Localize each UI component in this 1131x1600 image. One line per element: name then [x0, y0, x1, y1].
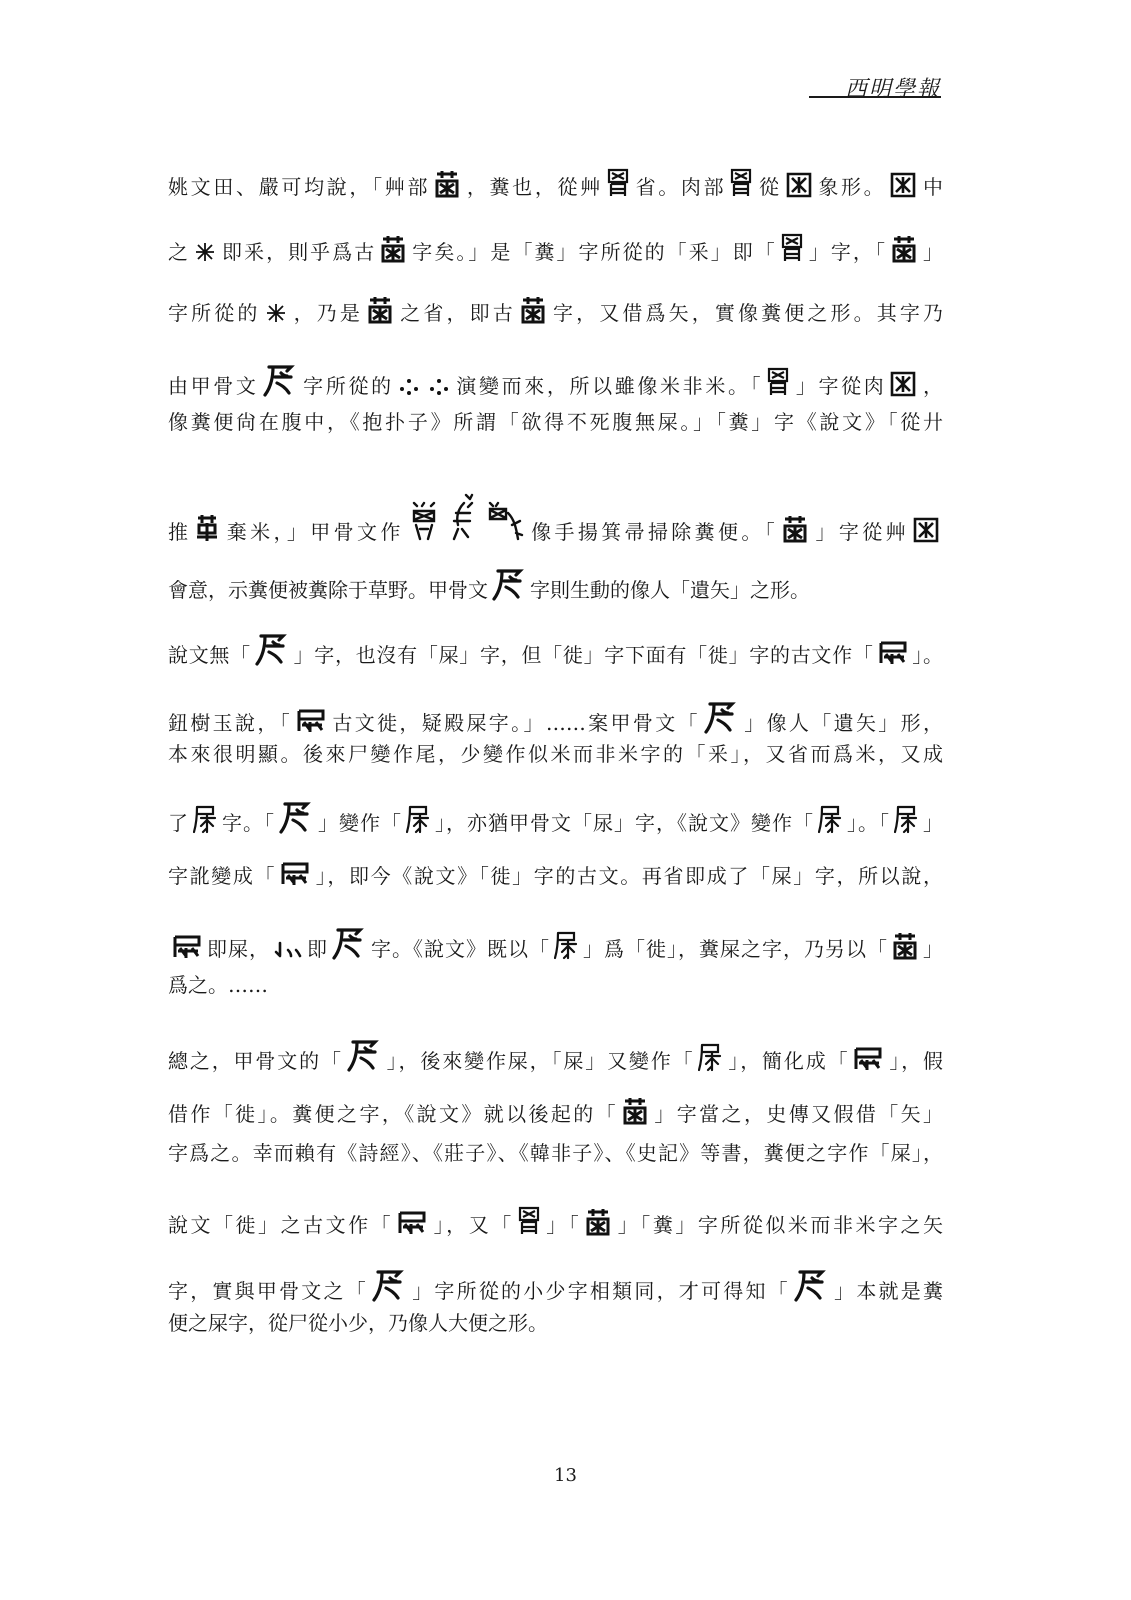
- shi-oracle-icon: [263, 363, 297, 397]
- xi-seal-icon: [853, 1046, 883, 1072]
- wei-variant-icon: [193, 804, 217, 834]
- text-run: 之省，即古: [397, 301, 516, 325]
- text-run: 」字，「: [806, 240, 887, 264]
- text-line: [168, 1141, 943, 1165]
- text-run: 古文徙，疑殿屎字。」……案甲骨文「: [330, 711, 700, 735]
- text-run: 從: [756, 175, 782, 199]
- text-run: 」: [922, 937, 943, 961]
- text-run: 即屎，: [206, 937, 270, 961]
- text-run: 」變作「: [317, 811, 402, 835]
- text-run: 會意，示糞便被糞除于草野。甲骨文: [168, 578, 488, 602]
- text-run: 」字從艸: [812, 520, 910, 544]
- text-run: 」「: [543, 1213, 582, 1237]
- shi-oracle-icon: [332, 926, 366, 960]
- box-seal-icon: [913, 517, 939, 543]
- xi-seal-icon: [172, 934, 202, 960]
- text-run: 」，假: [887, 1049, 943, 1073]
- text-run: 字則生動的像人「遺矢」之形。: [530, 578, 810, 602]
- wei-variant-icon: [698, 1042, 722, 1072]
- text-run: 」字從肉: [793, 374, 887, 398]
- box-seal-icon: [890, 371, 916, 397]
- shi-oracle-icon: [704, 700, 738, 734]
- text-run: 」。: [911, 643, 943, 667]
- shi-oracle-icon: [255, 632, 289, 666]
- xi-seal-icon: [296, 708, 326, 734]
- wei-seal-icon: [781, 233, 803, 263]
- text-line: [168, 861, 943, 888]
- fen-oracle-3-icon: [486, 499, 524, 543]
- text-line: [168, 926, 943, 961]
- fen-seal-icon: [891, 235, 917, 263]
- text-run: 說文無「: [168, 643, 251, 667]
- text-run: 字所從的: [300, 374, 394, 398]
- wei-seal-icon: [767, 367, 789, 397]
- text-line: [168, 1268, 943, 1303]
- text-run: 字訛變成「: [168, 864, 277, 888]
- text-line: [168, 296, 943, 325]
- wei-variant-icon: [406, 804, 430, 834]
- text-line: [168, 700, 943, 735]
- text-line: [168, 1206, 943, 1237]
- text-run: 」字，也沒有「屎」字，但「徙」字下面有「徙」字的古文作「: [292, 643, 874, 667]
- dots-icon: [428, 377, 450, 397]
- text-run: 字矣。」是「糞」字所從的「釆」即「: [410, 240, 777, 264]
- text-run: 借作「徙」。糞便之字，《說文》就以後起的「: [168, 1102, 619, 1126]
- fen-oracle-2-icon: [448, 493, 478, 543]
- text-run: 鈕樹玉說，「: [168, 711, 293, 735]
- text-run: 即釆，則乎爲古: [220, 240, 377, 264]
- page-number: 13: [554, 1465, 577, 1486]
- text-line: [168, 1097, 943, 1126]
- text-line: [168, 493, 943, 544]
- text-run: 姚文田、嚴可均說，「艸部: [168, 175, 431, 199]
- shi-oracle-icon: [492, 567, 526, 601]
- header-rule: [809, 96, 941, 98]
- text-run: 像手揚箕帚掃除糞便。「: [527, 520, 779, 544]
- text-run: 本來很明顯。後來尸變作尾，少變作似米而非米字的「釆」，又省而爲米，又成: [168, 742, 943, 766]
- text-run: 由甲骨文: [168, 374, 259, 398]
- text-run: 總之，甲骨文的「: [168, 1049, 343, 1073]
- text-line: [168, 742, 943, 766]
- text-run: 棄米，」甲骨文作: [223, 520, 404, 544]
- text-run: 」本就是糞: [831, 1279, 943, 1303]
- text-line: [168, 1038, 943, 1073]
- fen-seal-icon: [367, 296, 393, 324]
- fen-seal-icon: [782, 515, 808, 543]
- xi-seal-icon: [878, 640, 908, 666]
- text-run: 爲之。……: [168, 973, 268, 997]
- text-run: 」，後來變作屎，「屎」又變作「: [384, 1049, 695, 1073]
- text-run: 演變而來，所以雖像米非米。「: [453, 374, 764, 398]
- text-run: 即: [306, 937, 328, 961]
- mi-seal-icon: [265, 302, 287, 324]
- text-run: 」，亦猶甲骨文「尿」字，《說文》變作「: [434, 811, 814, 835]
- fen-seal-icon: [892, 932, 918, 960]
- text-run: ，乃是: [290, 301, 364, 325]
- text-run: 中: [920, 175, 943, 199]
- text-run: 」: [922, 811, 943, 835]
- text-run: 推: [168, 520, 192, 544]
- text-run: 字。《說文》既以「: [370, 937, 550, 961]
- wei-variant-icon: [818, 804, 842, 834]
- text-run: 便之屎字，從尸從小少，乃像人大便之形。: [168, 1311, 548, 1335]
- wei-seal-icon: [730, 168, 752, 198]
- small-dots-icon: [274, 940, 302, 960]
- shi-oracle-icon: [372, 1268, 406, 1302]
- xi-seal-icon: [280, 861, 310, 887]
- wei-seal-icon: [607, 168, 629, 198]
- shi-oracle-icon: [279, 800, 313, 834]
- text-run: 」像人「遺矢」形，: [741, 711, 943, 735]
- text-line: [168, 567, 943, 602]
- fen-seal-icon: [585, 1208, 611, 1236]
- text-line: [168, 168, 943, 199]
- fen-oracle-1-icon: [408, 499, 440, 543]
- text-line: [168, 363, 943, 398]
- wei-variant-icon: [894, 804, 918, 834]
- text-run: 了: [168, 811, 189, 835]
- box-seal-icon: [786, 172, 812, 198]
- text-run: 省。肉部: [632, 175, 727, 199]
- text-line: [168, 410, 943, 434]
- text-line: [168, 800, 943, 835]
- text-run: 」。「: [846, 811, 890, 835]
- text-run: 字，又借爲矢，實像糞便之形。其字乃: [549, 301, 943, 325]
- text-run: 字，實與甲骨文之「: [168, 1279, 368, 1303]
- text-run: 字所從的: [168, 301, 261, 325]
- fen-seal-icon: [622, 1097, 648, 1125]
- text-run: 」「糞」字所從似米而非米字之矢: [615, 1213, 943, 1237]
- wei-seal-icon: [518, 1206, 540, 1236]
- text-run: 」字當之，史傳又假借「矢」: [652, 1102, 943, 1126]
- text-run: 象形。: [815, 175, 887, 199]
- text-run: 字。「: [221, 811, 275, 835]
- text-run: 」: [920, 240, 943, 264]
- text-run: 之: [168, 240, 191, 264]
- text-line: [168, 973, 943, 997]
- text-run: 」爲「徙」，糞屎之字，乃另以「: [582, 937, 888, 961]
- wei-variant-icon: [554, 930, 578, 960]
- fen-seal-icon: [520, 296, 546, 324]
- text-run: 像糞便尙在腹中，《抱扑子》所謂「欲得不死腹無屎。」「糞」字《說文》「從廾: [168, 410, 943, 434]
- text-line: [168, 233, 943, 264]
- box-seal-icon: [890, 172, 916, 198]
- text-run: 」，即今《說文》「徙」字的古文。再省即成了「屎」字，所以說，: [314, 864, 943, 888]
- shi-oracle-icon: [794, 1268, 828, 1302]
- text-line: [168, 1311, 943, 1335]
- mi-seal-icon: [194, 241, 216, 263]
- text-run: 字爲之。幸而賴有《詩經》、《莊子》、《韓非子》、《史記》等書，糞便之字作「屎」，: [168, 1141, 943, 1165]
- text-line: [168, 632, 943, 667]
- text-run: 」，又「: [431, 1213, 514, 1237]
- text-run: 說文「徙」之古文作「: [168, 1213, 394, 1237]
- running-header: [845, 72, 941, 103]
- xi-seal-icon: [397, 1210, 427, 1236]
- dots-icon: [398, 377, 420, 397]
- fen-seal-icon: [380, 235, 406, 263]
- text-run: ，: [920, 374, 943, 398]
- bi-seal-icon: [195, 513, 219, 543]
- shi-oracle-icon: [347, 1038, 381, 1072]
- text-run: ，糞也，從艸: [464, 175, 603, 199]
- fen-seal-icon: [434, 170, 460, 198]
- text-run: 」字所從的小少字相類同，才可得知「: [409, 1279, 790, 1303]
- text-run: 」，簡化成「: [726, 1049, 850, 1073]
- journal-title: 西明學報: [844, 77, 941, 102]
